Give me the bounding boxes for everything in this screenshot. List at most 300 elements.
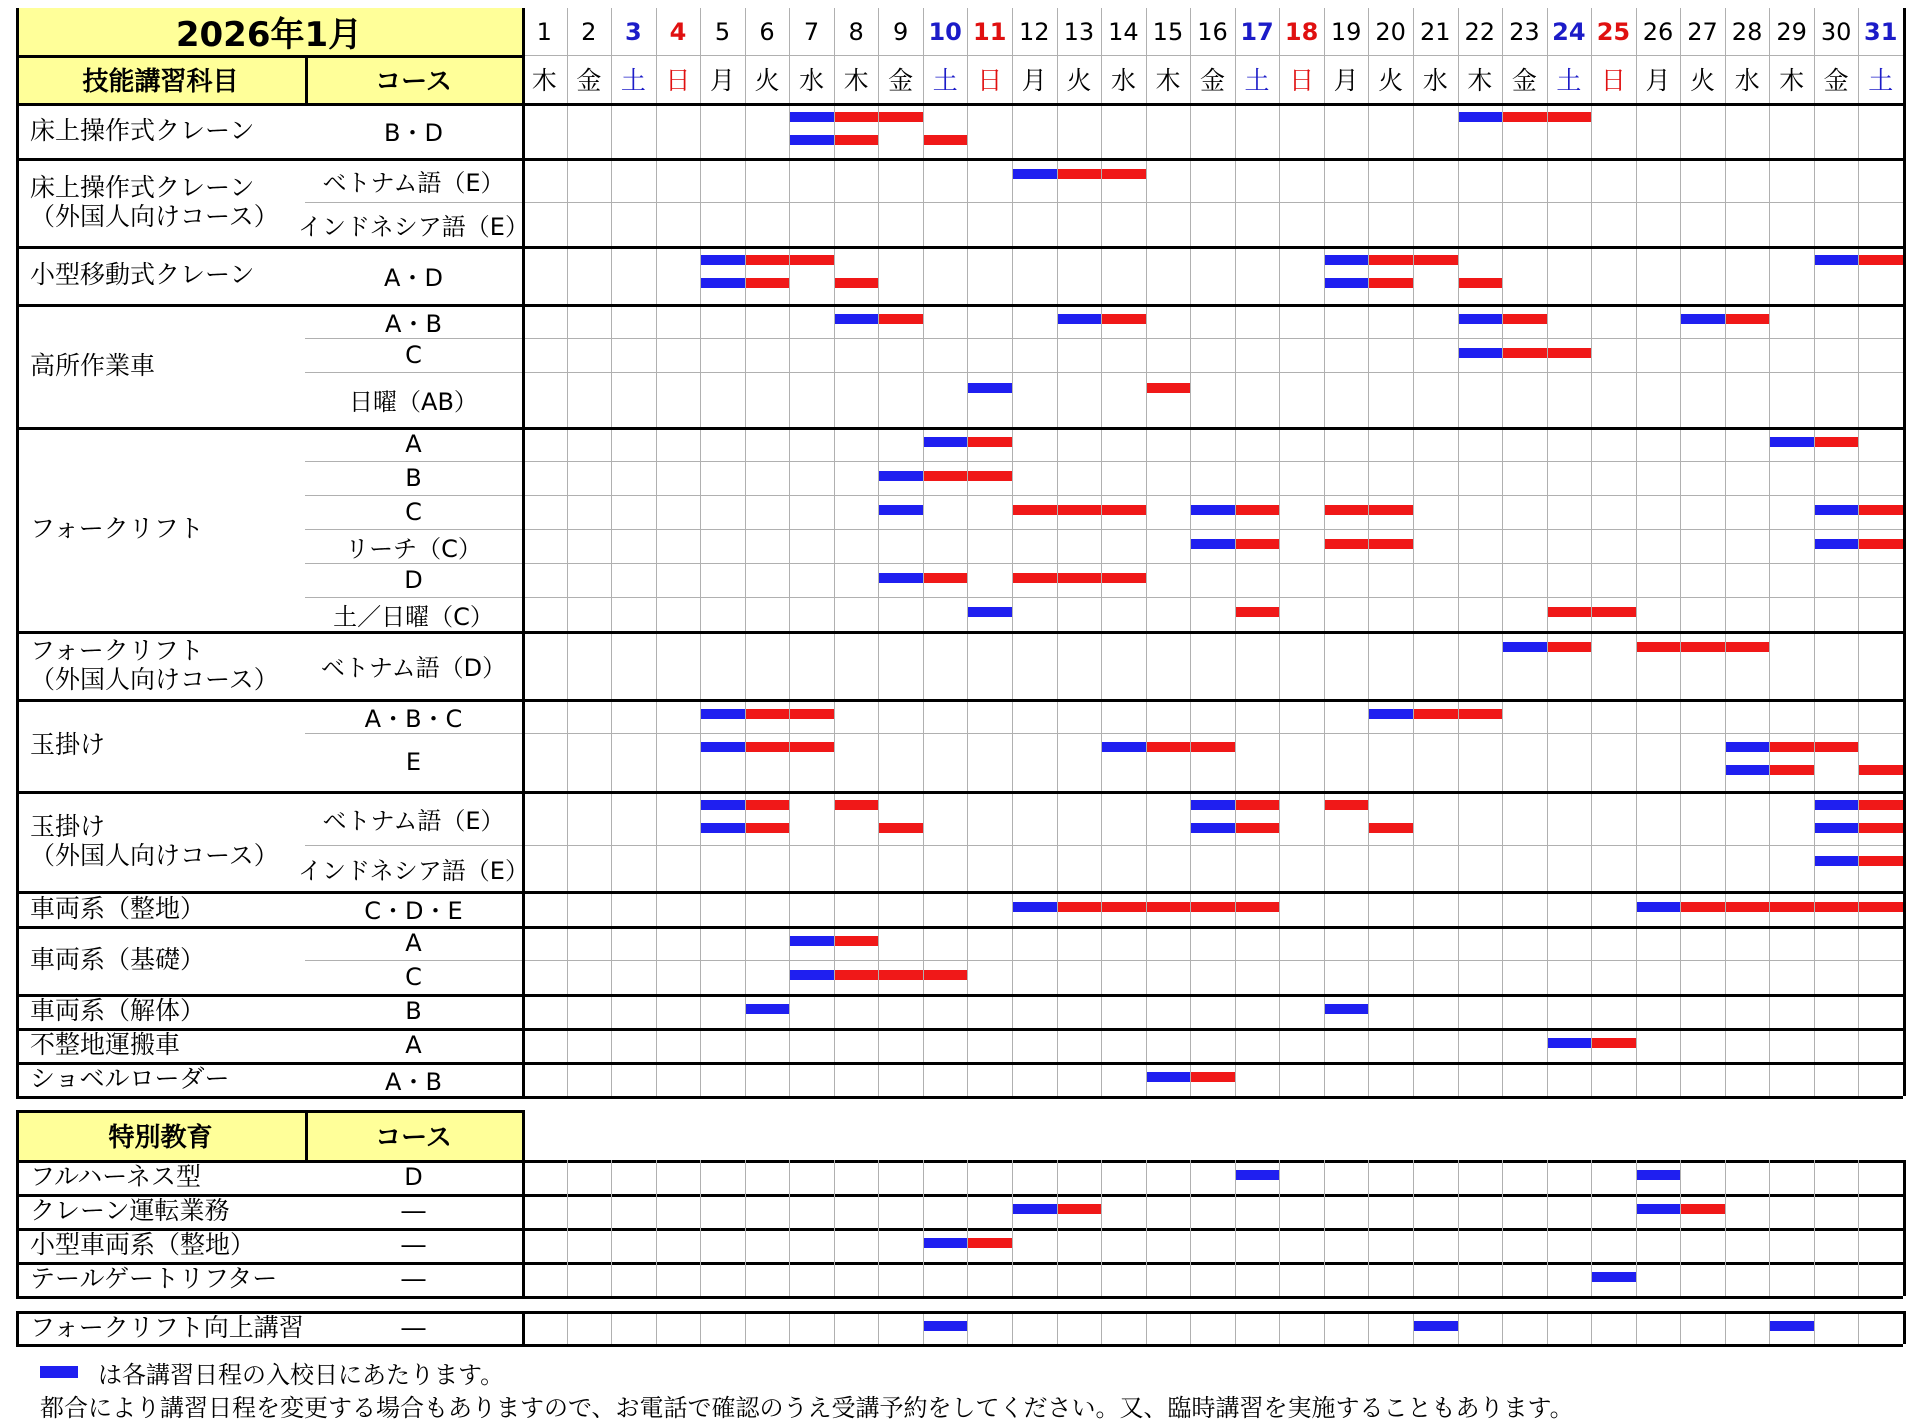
- grid-line: [1769, 1160, 1770, 1296]
- grid-line: [1057, 631, 1058, 699]
- grid-line: [967, 1028, 968, 1062]
- grid-line: [1636, 699, 1637, 791]
- special-course-label: ―: [401, 1197, 426, 1225]
- grid-line: [1458, 699, 1459, 791]
- grid-line: [789, 1028, 790, 1062]
- grid-line: [834, 1028, 835, 1062]
- grid-line: [1190, 1062, 1191, 1096]
- grid-line: [567, 304, 568, 427]
- grid-line: [1101, 994, 1102, 1028]
- border-line: [522, 1110, 525, 1296]
- grid-line: [745, 994, 746, 1028]
- grid-line: [656, 631, 657, 699]
- grid-line: [656, 427, 657, 631]
- weekday-label: 水: [1422, 66, 1448, 95]
- grid-line: [1101, 791, 1102, 891]
- weekday-label: 火: [1066, 66, 1092, 95]
- grid-line: [1636, 1062, 1637, 1096]
- border-line: [16, 1096, 1903, 1099]
- schedule-session-bar: [1190, 1072, 1235, 1082]
- schedule-entry-bar: [1725, 765, 1770, 775]
- grid-line: [789, 631, 790, 699]
- course-label: C: [405, 341, 422, 369]
- grid-line: [656, 158, 657, 246]
- grid-line: [1725, 1028, 1726, 1062]
- grid-line: [567, 103, 568, 158]
- schedule-entry-bar: [1057, 314, 1102, 324]
- grid-line: [1458, 304, 1459, 427]
- course-label: ベトナム語（D）: [320, 653, 507, 682]
- schedule-session-bar: [1858, 800, 1903, 810]
- border-line: [16, 1028, 1903, 1031]
- border-line: [16, 891, 1903, 894]
- schedule-entry-bar: [700, 742, 745, 752]
- schedule-session-bar: [1368, 278, 1413, 288]
- grid-line: [1547, 994, 1548, 1028]
- grid-line: [745, 1160, 746, 1296]
- grid-line: [745, 1028, 746, 1062]
- border-line: [16, 304, 1903, 307]
- weekday-label: 水: [1734, 66, 1760, 95]
- extra-entry-bar: [923, 1321, 968, 1331]
- weekday-label: 月: [1021, 66, 1047, 95]
- grid-line: [1146, 158, 1147, 246]
- grid-line: [789, 427, 790, 631]
- grid-line: [1858, 926, 1859, 994]
- grid-line: [1502, 994, 1503, 1028]
- grid-line: [1814, 1311, 1815, 1344]
- grid-line: [1458, 246, 1459, 304]
- grid-line: [1680, 994, 1681, 1028]
- grid-line: [834, 1160, 835, 1296]
- grid-line: [611, 926, 612, 994]
- course-label: リーチ（C）: [345, 534, 482, 563]
- schedule-entry-bar: [1814, 539, 1859, 549]
- schedule-entry-bar: [967, 607, 1012, 617]
- schedule-entry-bar: [878, 471, 923, 481]
- grid-line: [967, 304, 968, 427]
- grid-line: [700, 1311, 701, 1344]
- grid-line: [656, 1311, 657, 1344]
- grid-line: [923, 699, 924, 791]
- grid-line: [611, 1160, 612, 1296]
- border-line: [16, 1262, 1903, 1265]
- grid-line: [1591, 891, 1592, 926]
- schedule-session-bar: [1458, 278, 1503, 288]
- schedule-entry-bar: [1814, 505, 1859, 515]
- grid-line: [1146, 926, 1147, 994]
- grid-line: [1057, 994, 1058, 1028]
- grid-line: [745, 103, 746, 158]
- grid-line: [834, 246, 835, 304]
- grid-line: [967, 1311, 968, 1344]
- grid-line: [1190, 891, 1191, 926]
- course-label: A・B: [385, 1067, 442, 1096]
- grid-line: [745, 304, 746, 427]
- grid-line: [656, 246, 657, 304]
- grid-line: [1235, 699, 1236, 791]
- day-number: 13: [1063, 17, 1095, 46]
- grid-line: [656, 891, 657, 926]
- weekday-label: 木: [843, 66, 869, 95]
- weekday-label: 土: [932, 66, 958, 95]
- grid-line: [1769, 1028, 1770, 1062]
- grid-line: [1680, 791, 1681, 891]
- grid-line: [1279, 1062, 1280, 1096]
- grid-line: [1725, 1160, 1726, 1296]
- schedule-entry-bar: [1458, 112, 1503, 122]
- schedule-entry-bar: [878, 573, 923, 583]
- schedule-entry-bar: [1190, 539, 1235, 549]
- grid-line: [967, 1160, 968, 1296]
- subject-label: ショベルローダー: [30, 1064, 230, 1094]
- border-line: [16, 1110, 19, 1296]
- grid-line: [1769, 1311, 1770, 1344]
- grid-line: [1146, 1160, 1147, 1296]
- grid-line: [522, 55, 1903, 56]
- subject-label: 高所作業車: [30, 350, 156, 380]
- schedule-entry-bar: [789, 135, 834, 145]
- grid-line: [1190, 1028, 1191, 1062]
- grid-line: [923, 631, 924, 699]
- grid-line: [567, 891, 568, 926]
- grid-line: [1591, 304, 1592, 427]
- schedule-entry-bar: [1814, 856, 1859, 866]
- grid-line: [611, 1028, 612, 1062]
- day-number: 28: [1731, 17, 1763, 46]
- day-number: 10: [928, 17, 962, 46]
- grid-line: [1190, 103, 1191, 158]
- grid-line: [611, 994, 612, 1028]
- grid-line: [1368, 304, 1369, 427]
- grid-line: [1458, 631, 1459, 699]
- grid-line: [1680, 891, 1681, 926]
- grid-line: [567, 699, 568, 791]
- schedule-session-bar: [834, 278, 879, 288]
- grid-line: [1012, 926, 1013, 994]
- schedule-session-bar: [834, 970, 968, 980]
- schedule-entry-bar: [1458, 348, 1503, 358]
- grid-line: [1413, 994, 1414, 1028]
- day-number: 4: [669, 17, 687, 46]
- schedule-session-bar: [1235, 800, 1280, 810]
- grid-line: [1235, 631, 1236, 699]
- weekday-label: 日: [977, 66, 1003, 95]
- border-line: [16, 631, 1903, 634]
- day-number: 22: [1464, 17, 1496, 46]
- grid-line: [1413, 1160, 1414, 1296]
- day-number: 11: [973, 17, 1007, 46]
- grid-line: [789, 158, 790, 246]
- grid-line: [1235, 1160, 1236, 1296]
- grid-line: [834, 631, 835, 699]
- grid-line: [1502, 1062, 1503, 1096]
- weekday-label: 火: [754, 66, 780, 95]
- grid-line: [1458, 1160, 1459, 1296]
- grid-line: [1502, 246, 1503, 304]
- schedule-session-bar: [745, 278, 790, 288]
- border-line: [16, 1344, 1903, 1347]
- grid-line: [878, 891, 879, 926]
- grid-line: [1680, 304, 1681, 427]
- grid-line: [567, 791, 568, 891]
- grid-line: [1324, 891, 1325, 926]
- grid-line: [1101, 631, 1102, 699]
- grid-line: [967, 103, 968, 158]
- grid-line: [878, 631, 879, 699]
- grid-line: [1101, 926, 1102, 994]
- special-subject-label: 小型車両系（整地）: [30, 1230, 256, 1260]
- grid-line: [1769, 631, 1770, 699]
- extra-course-label: ―: [401, 1313, 426, 1342]
- legend-text: は各講習日程の入校日にあたります。: [98, 1360, 505, 1389]
- schedule-session-bar: [1235, 607, 1280, 617]
- grid-line: [1591, 994, 1592, 1028]
- grid-line: [1636, 103, 1637, 158]
- grid-line: [1057, 791, 1058, 891]
- grid-line: [834, 427, 835, 631]
- border-line: [16, 427, 1903, 430]
- border-line: [522, 8, 525, 1096]
- grid-line: [1502, 304, 1503, 427]
- grid-line: [789, 926, 790, 994]
- course-label: ベトナム語（E）: [322, 168, 505, 197]
- grid-line: [1057, 427, 1058, 631]
- grid-line: [1636, 791, 1637, 891]
- grid-line: [1235, 1028, 1236, 1062]
- schedule-session-bar: [1636, 642, 1770, 652]
- grid-line: [1591, 427, 1592, 631]
- grid-line: [611, 427, 612, 631]
- weekday-label: 金: [888, 66, 914, 95]
- grid-line: [1279, 304, 1280, 427]
- grid-line: [1279, 994, 1280, 1028]
- grid-line: [305, 202, 1903, 203]
- special-subject-label: クレーン運転業務: [30, 1196, 230, 1226]
- grid-line: [656, 103, 657, 158]
- weekday-label: 木: [1155, 66, 1181, 95]
- course-label: B: [405, 997, 422, 1025]
- special-session-bar: [1680, 1204, 1725, 1214]
- grid-line: [1413, 1062, 1414, 1096]
- schedule-entry-bar: [1190, 505, 1235, 515]
- weekday-label: 土: [1244, 66, 1270, 95]
- grid-line: [923, 1311, 924, 1344]
- weekday-label: 月: [1333, 66, 1359, 95]
- grid-line: [1101, 699, 1102, 791]
- grid-line: [1814, 1062, 1815, 1096]
- grid-line: [1502, 891, 1503, 926]
- weekday-label: 金: [1199, 66, 1225, 95]
- grid-line: [1769, 246, 1770, 304]
- schedule-session-bar: [1814, 437, 1859, 447]
- schedule-entry-bar: [700, 709, 745, 719]
- schedule-session-bar: [1146, 383, 1191, 393]
- extra-subject-label: フォークリフト向上講習: [30, 1312, 304, 1342]
- grid-line: [1368, 891, 1369, 926]
- grid-line: [1725, 304, 1726, 427]
- grid-line: [700, 427, 701, 631]
- grid-line: [656, 699, 657, 791]
- grid-line: [1458, 994, 1459, 1028]
- grid-line: [611, 103, 612, 158]
- grid-line: [1502, 791, 1503, 891]
- grid-line: [789, 1160, 790, 1296]
- grid-line: [1324, 103, 1325, 158]
- grid-line: [1769, 699, 1770, 791]
- grid-line: [1235, 891, 1236, 926]
- grid-line: [1235, 304, 1236, 427]
- grid-line: [1190, 158, 1191, 246]
- subject-label: 車両系（整地）: [30, 893, 206, 923]
- schedule-entry-bar: [789, 112, 834, 122]
- grid-line: [1725, 699, 1726, 791]
- grid-line: [834, 926, 835, 994]
- grid-line: [1814, 246, 1815, 304]
- grid-line: [1413, 926, 1414, 994]
- grid-line: [1324, 1311, 1325, 1344]
- grid-line: [1636, 926, 1637, 994]
- schedule-session-bar: [1858, 765, 1903, 775]
- schedule-session-bar: [1012, 573, 1146, 583]
- grid-line: [1725, 791, 1726, 891]
- course-label: C・D・E: [364, 897, 463, 925]
- grid-line: [305, 529, 1903, 530]
- grid-line: [1458, 791, 1459, 891]
- grid-line: [1146, 103, 1147, 158]
- grid-line: [1769, 1062, 1770, 1096]
- course-label: A・B・C: [364, 704, 463, 733]
- border-line: [16, 1296, 1903, 1299]
- schedule-session-bar: [878, 823, 923, 833]
- course-label: C: [405, 498, 422, 526]
- grid-line: [1324, 1028, 1325, 1062]
- grid-line: [567, 926, 568, 994]
- weekday-label: 月: [709, 66, 735, 95]
- special-session-bar: [967, 1238, 1012, 1248]
- grid-line: [789, 103, 790, 158]
- grid-line: [878, 791, 879, 891]
- special-subject-header: 特別教育: [108, 1122, 213, 1153]
- schedule-entry-bar: [745, 1004, 790, 1014]
- grid-line: [1636, 158, 1637, 246]
- grid-line: [1146, 994, 1147, 1028]
- grid-line: [923, 103, 924, 158]
- grid-line: [834, 158, 835, 246]
- border-line: [16, 1110, 522, 1113]
- grid-line: [1012, 246, 1013, 304]
- grid-line: [1636, 1160, 1637, 1296]
- schedule-entry-bar: [923, 437, 968, 447]
- grid-line: [1368, 631, 1369, 699]
- grid-line: [1235, 1062, 1236, 1096]
- schedule-session-bar: [878, 314, 923, 324]
- day-number: 1: [536, 17, 552, 46]
- special-session-bar: [1057, 1204, 1102, 1214]
- border-line: [16, 1160, 1903, 1163]
- grid-line: [1814, 304, 1815, 427]
- grid-line: [1413, 246, 1414, 304]
- grid-line: [1547, 1160, 1548, 1296]
- grid-line: [1413, 791, 1414, 891]
- grid-line: [305, 338, 1903, 339]
- grid-line: [1012, 994, 1013, 1028]
- weekday-label: 金: [1511, 66, 1537, 95]
- special-entry-bar: [923, 1238, 968, 1248]
- course-label: C: [405, 963, 422, 991]
- schedule-session-bar: [1680, 902, 1903, 912]
- day-number: 17: [1240, 17, 1274, 46]
- weekday-label: 金: [1823, 66, 1849, 95]
- grid-line: [1680, 1062, 1681, 1096]
- grid-line: [745, 631, 746, 699]
- day-number: 21: [1419, 17, 1451, 46]
- grid-line: [1279, 699, 1280, 791]
- grid-line: [745, 246, 746, 304]
- grid-line: [834, 891, 835, 926]
- subject-label: 車両系（基礎）: [30, 945, 206, 975]
- grid-line: [1235, 1311, 1236, 1344]
- grid-line: [1279, 791, 1280, 891]
- grid-line: [1502, 427, 1503, 631]
- grid-line: [567, 246, 568, 304]
- weekday-label: 土: [1556, 66, 1582, 95]
- border-line: [16, 1311, 1903, 1314]
- special-entry-bar: [1235, 1170, 1280, 1180]
- day-number: 5: [714, 17, 731, 46]
- grid-line: [1057, 246, 1058, 304]
- grid-line: [1012, 1028, 1013, 1062]
- grid-line: [1235, 158, 1236, 246]
- grid-line: [967, 1062, 968, 1096]
- grid-line: [1636, 994, 1637, 1028]
- weekday-label: 日: [1289, 66, 1315, 95]
- grid-line: [656, 994, 657, 1028]
- grid-line: [789, 304, 790, 427]
- grid-line: [789, 699, 790, 791]
- grid-line: [1502, 103, 1503, 158]
- schedule-session-bar: [1235, 823, 1280, 833]
- grid-line: [1368, 926, 1369, 994]
- grid-line: [923, 246, 924, 304]
- grid-line: [1591, 1062, 1592, 1096]
- grid-line: [1101, 246, 1102, 304]
- grid-line: [1101, 158, 1102, 246]
- grid-line: [1235, 791, 1236, 891]
- weekday-label: 木: [1779, 66, 1805, 95]
- grid-line: [967, 427, 968, 631]
- grid-line: [1057, 699, 1058, 791]
- grid-line: [834, 103, 835, 158]
- schedule-session-bar: [1858, 823, 1903, 833]
- grid-line: [789, 246, 790, 304]
- course-label: ベトナム語（E）: [322, 806, 505, 835]
- grid-line: [1814, 699, 1815, 791]
- schedule-entry-bar: [1502, 642, 1547, 652]
- grid-line: [745, 926, 746, 994]
- grid-line: [1769, 791, 1770, 891]
- grid-line: [834, 304, 835, 427]
- grid-line: [567, 1160, 568, 1296]
- grid-line: [1190, 994, 1191, 1028]
- grid-line: [745, 158, 746, 246]
- course-header: コース: [375, 66, 452, 97]
- grid-line: [1858, 791, 1859, 891]
- grid-line: [1547, 1028, 1548, 1062]
- grid-line: [1324, 1062, 1325, 1096]
- grid-line: [1591, 926, 1592, 994]
- grid-line: [305, 597, 1903, 598]
